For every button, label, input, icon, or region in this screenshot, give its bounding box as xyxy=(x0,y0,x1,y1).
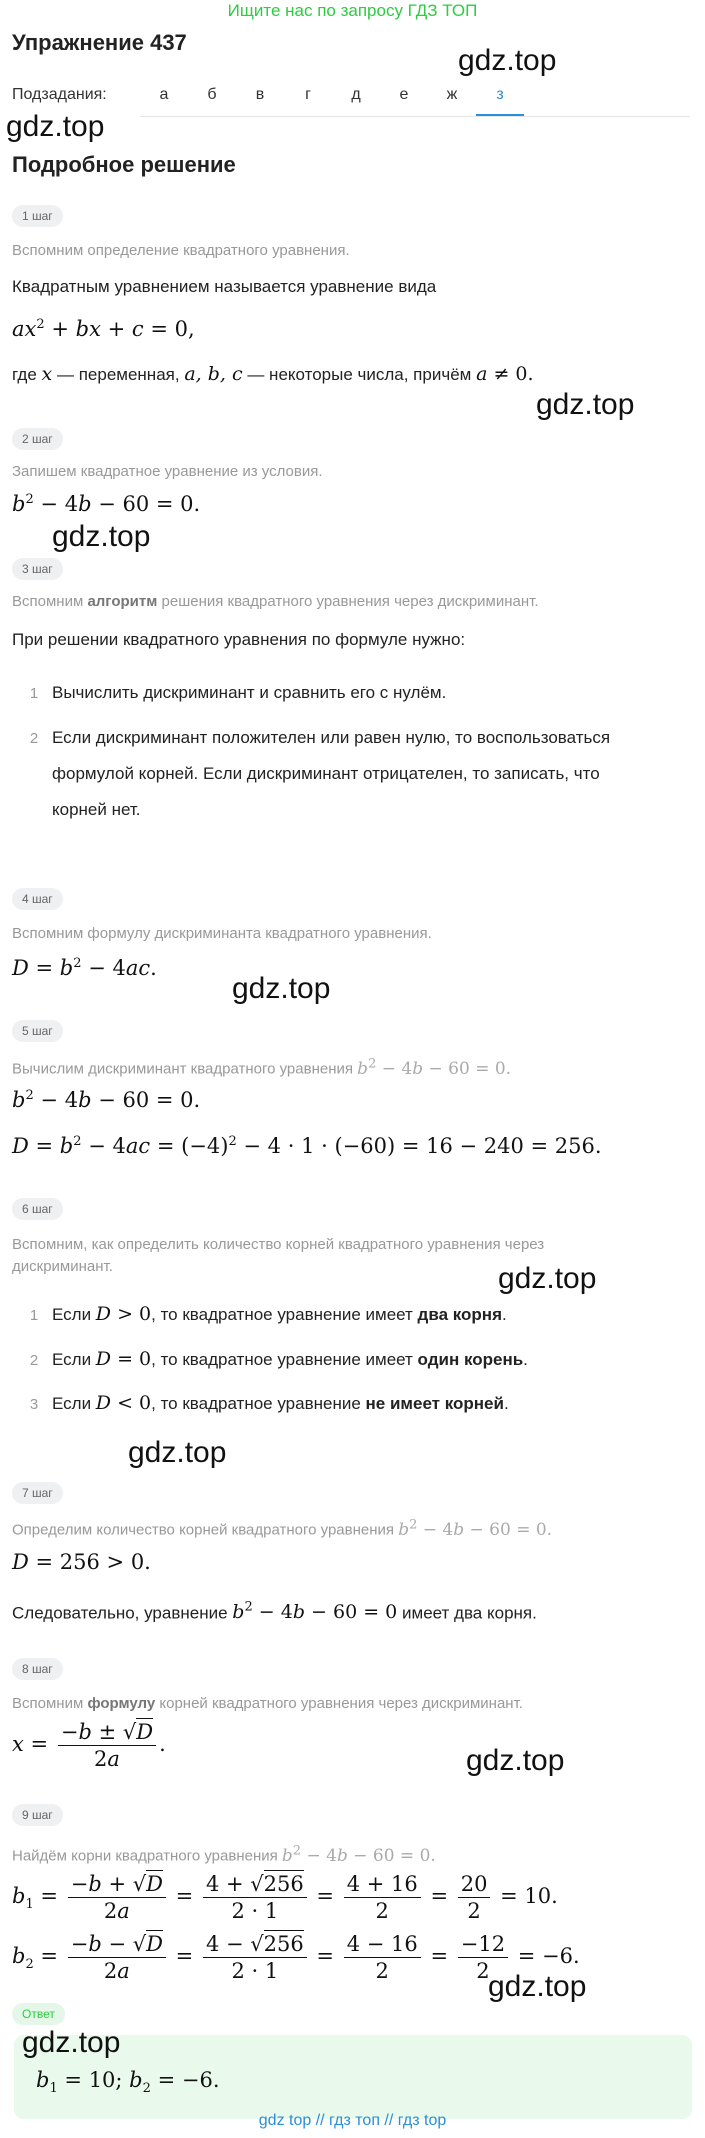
tab-d[interactable]: д xyxy=(351,86,361,103)
formula: $b^2 - 4b - 60 = 0$. xyxy=(12,1088,201,1112)
watermark: gdz.top xyxy=(498,1262,597,1295)
list-item: 2 Если дискриминант положителен или равен нулю, то воспользоваться xyxy=(29,728,611,747)
answer-formula: $b_1 = 10$; $b_2 = -6$. xyxy=(36,2068,220,2097)
answer-badge: Ответ xyxy=(12,2003,65,2025)
watermark: gdz.top xyxy=(6,110,105,143)
tab-z[interactable]: з xyxy=(476,76,524,117)
tab-zh[interactable]: ж xyxy=(446,86,458,103)
watermark: gdz.top xyxy=(52,520,151,553)
step-hint: Вспомним формулу дискриминанта квадратного уравнения. xyxy=(12,925,432,942)
solution-title: Подробное решение xyxy=(12,152,236,177)
step-hint: Найдём корни квадратного уравнения $b^2 - 4b - 60 = 0$. xyxy=(12,1843,436,1866)
watermark: gdz.top xyxy=(458,44,557,77)
formula: x = $\frac{-b \pm √D}{2a}$ . xyxy=(12,1720,166,1771)
formula: $D = b^2 - 4ac$. xyxy=(12,956,157,980)
step-badge: 7 шаг xyxy=(12,1482,63,1504)
step-hint: Определим количество корней квадратного уравнения $b^2 - 4b - 60 = 0$. xyxy=(12,1517,553,1540)
watermark: gdz.top xyxy=(128,1436,227,1469)
footer-links[interactable]: gdz top // гдз топ // гдз top xyxy=(258,2112,447,2129)
step-hint: дискриминант. xyxy=(12,1258,113,1275)
list-item: 1 Вычислить дискриминант и сравнить его с нулём. xyxy=(29,683,447,702)
formula: $ax^2$ + bx + c = 0, xyxy=(12,317,195,341)
tabs-divider xyxy=(140,116,690,117)
step-text: Квадратным уравнением называется уравнение вида xyxy=(12,277,437,296)
formula: $b_1$ = $\frac{-b + √D}{2a}$ = $\frac{4 + √256}{2 \cdot 1}$ = $\frac{4 + 16}{2}$ = $\frac{20}{2}$ = 10. xyxy=(12,1872,558,1923)
step-text: где x — переменная, a, b, c — некоторые числа, причём a ≠ 0. xyxy=(12,363,534,385)
step-text: Следовательно, уравнение $b^2 - 4b - 60 = 0$ имеет два корня. xyxy=(12,1600,537,1624)
step-text: При решении квадратного уравнения по формуле нужно: xyxy=(12,630,466,649)
step-hint: Запишем квадратное уравнение из условия. xyxy=(12,463,323,480)
formula: $b_2$ = $\frac{-b - √D}{2a}$ = $\frac{4 - √256}{2 \cdot 1}$ = $\frac{4 - 16}{2}$ = $\frac{-12}{2}$ = −6. xyxy=(12,1932,580,1983)
step-badge: 4 шаг xyxy=(12,888,63,910)
step-hint: Вычислим дискриминант квадратного уравнения $b^2 - 4b - 60 = 0$. xyxy=(12,1056,512,1079)
formula: $b^2 - 4b - 60 = 0$. xyxy=(12,492,201,516)
step-badge: 9 шаг xyxy=(12,1804,63,1826)
step-hint: Вспомним, как определить количество корней квадратного уравнения через xyxy=(12,1236,545,1253)
step-badge: 6 шаг xyxy=(12,1198,63,1220)
list-item: 1 Если D > 0, то квадратное уравнение имеет два корня. xyxy=(29,1303,507,1325)
watermark: gdz.top xyxy=(488,1970,587,2003)
step-badge: 8 шаг xyxy=(12,1658,63,1680)
list-item-cont: формулой корней. Если дискриминант отрицателен, то записать, что xyxy=(52,764,600,783)
step-hint: Вспомним алгоритм решения квадратного уравнения через дискриминант. xyxy=(12,593,539,610)
step-badge: 2 шаг xyxy=(12,428,63,450)
step-badge: 5 шаг xyxy=(12,1020,63,1042)
tab-b[interactable]: б xyxy=(207,86,217,103)
list-item-cont: корней нет. xyxy=(52,800,141,819)
page-title: Упражнение 437 xyxy=(12,30,187,55)
tab-e[interactable]: е xyxy=(399,86,409,103)
watermark: gdz.top xyxy=(232,972,331,1005)
watermark: gdz.top xyxy=(466,1744,565,1777)
list-item: 3 Если D < 0, то квадратное уравнение не имеет корней. xyxy=(29,1392,509,1414)
tab-v[interactable]: в xyxy=(255,86,265,103)
formula: D = 256 > 0. xyxy=(12,1550,151,1574)
watermark: gdz.top xyxy=(22,2026,121,2059)
watermark: gdz.top xyxy=(536,388,635,421)
step-hint: Вспомним определение квадратного уравнения. xyxy=(12,242,350,259)
step-hint: Вспомним формулу корней квадратного уравнения через дискриминант. xyxy=(12,1695,523,1712)
step-badge: 3 шаг xyxy=(12,558,63,580)
tab-g[interactable]: г xyxy=(305,86,311,103)
formula: $D = b^2 - 4ac = (-4)^2 - 4 \cdot 1 \cdot (-60) = 16 - 240 = 256$. xyxy=(12,1134,602,1158)
subtasks-label: Подзадания: xyxy=(12,86,107,103)
tab-a[interactable]: а xyxy=(159,86,169,103)
search-banner: Ищите нас по запросу ГДЗ ТОП xyxy=(227,1,478,20)
step-badge: 1 шаг xyxy=(12,205,63,227)
list-item: 2 Если D = 0, то квадратное уравнение имеет один корень. xyxy=(29,1348,528,1370)
